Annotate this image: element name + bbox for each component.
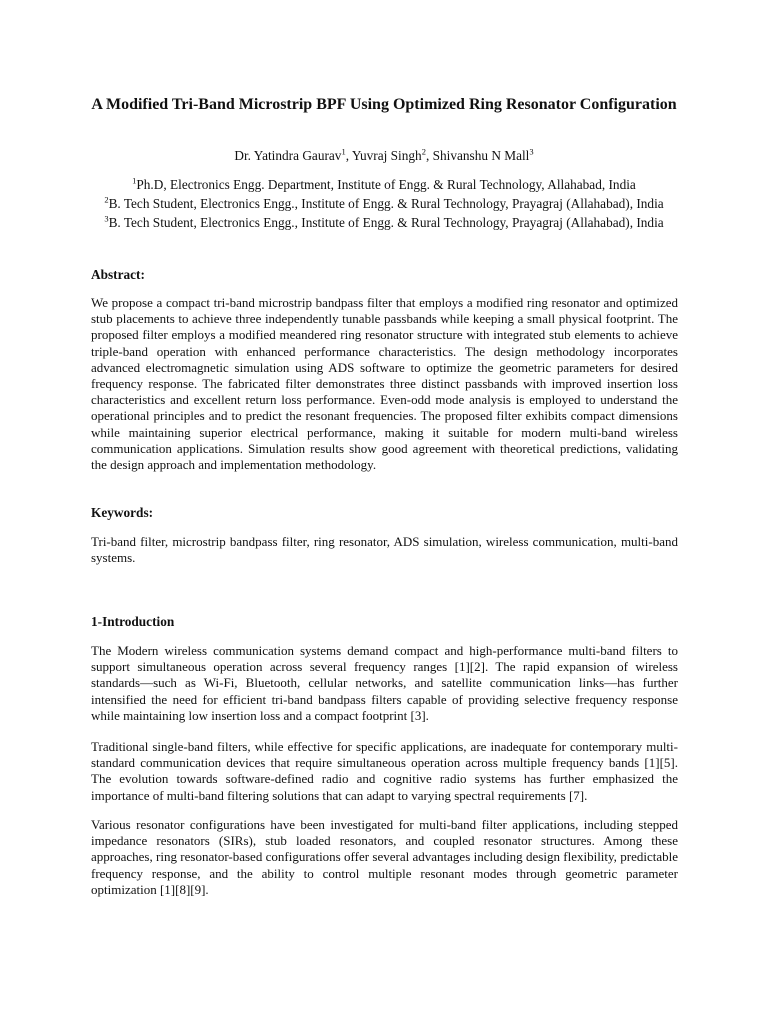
author-name: Shivanshu N Mall [432,148,530,163]
author-separator: , [345,148,352,163]
abstract-heading: Abstract: [91,267,145,282]
author-superscript: 3 [529,146,534,157]
affiliation-text: B. Tech Student, Electronics Engg., Institute of Engg. & Rural Technology, Prayagraj (Allahabad), India [108,215,664,230]
affiliation-line [80,176,688,194]
affiliation-text: B. Tech Student, Electronics Engg., Institute of Engg. & Rural Technology, Prayagraj (Allahabad), India [108,196,664,211]
intro-paragraph: Various resonator configurations have been investigated for multi-band filter applications, including stepped impedance resonators (SIRs), stub loaded resonators, and coupled resonator structures. Among these approaches, ring resonator-based configurations offer several advantages including design flexibility, predictable frequency response, and the ability to control multiple resonant modes through geometric parameter optimization [1][8][9]. [91,817,678,897]
affiliation-superscript: 3 [104,213,109,224]
author-superscript: 2 [421,146,426,157]
keywords-heading: Keywords: [91,505,154,520]
affiliation-line [80,214,688,232]
affiliation-text: Ph.D, Electronics Engg. Department, Institute of Engg. & Rural Technology, Allahabad, India [136,177,636,192]
affiliation-superscript: 2 [104,194,109,205]
keywords-text: Tri-band filter, microstrip bandpass filter, ring resonator, ADS simulation, wireless communication, multi-band systems. [91,534,678,566]
author-name: Dr. Yatindra Gaurav [234,148,342,163]
affiliation-line [80,195,688,213]
abstract-text: We propose a compact tri-band microstrip bandpass filter that employs a modified ring resonator and optimized stub placements to achieve three independently tunable passbands while keeping a small physical footprint. The proposed filter employs a modified meandered ring resonator structure with integrated stub elements to achieve triple-band operation with enhanced performance characteristics. The design methodology incorporates advanced electromagnetic simulation using ADS software to optimize the geometric parameters for desired frequency response. The fabricated filter demonstrates three distinct passbands with improved insertion loss characteristics and excellent return loss performance. Even-odd mode analysis is employed to understand the operational principles and to predict the resonant frequencies. The proposed filter exhibits compact dimensions while maintaining superior electrical performance, making it suitable for modern multi-band wireless communication applications. Simulation results show good agreement with theoretical predictions, validating the design approach and implementation methodology. [91,295,678,473]
author-separator: , [425,148,433,163]
intro-paragraph: Traditional single-band filters, while effective for specific applications, are inadequate for contemporary multi-standard communication devices that require simultaneous operation across multiple frequency bands [1][5]. The evolution towards software-defined radio and cognitive radio systems has further emphasized the importance of multi-band filtering solutions that can adapt to varying spectral requirements [7]. [91,739,678,803]
paper-title: A Modified Tri-Band Microstrip BPF Using Optimized Ring Resonator Configuration [91,96,677,113]
affiliation-superscript: 1 [132,175,137,186]
intro-paragraph: The Modern wireless communication systems demand compact and high-performance multi-band filters to support simultaneous operation across several frequency ranges [1][2]. The rapid expansion of wireless standards—such as Wi-Fi, Bluetooth, cellular networks, and satellite communication links—has further intensified the need for efficient tri-band bandpass filters capable of providing selective frequency response while maintaining low insertion loss and a compact footprint [3]. [91,643,678,723]
author-line [90,147,678,165]
author-name: Yuvraj Singh [351,148,422,163]
introduction-heading: 1-Introduction [91,614,175,629]
author-superscript: 1 [341,146,346,157]
